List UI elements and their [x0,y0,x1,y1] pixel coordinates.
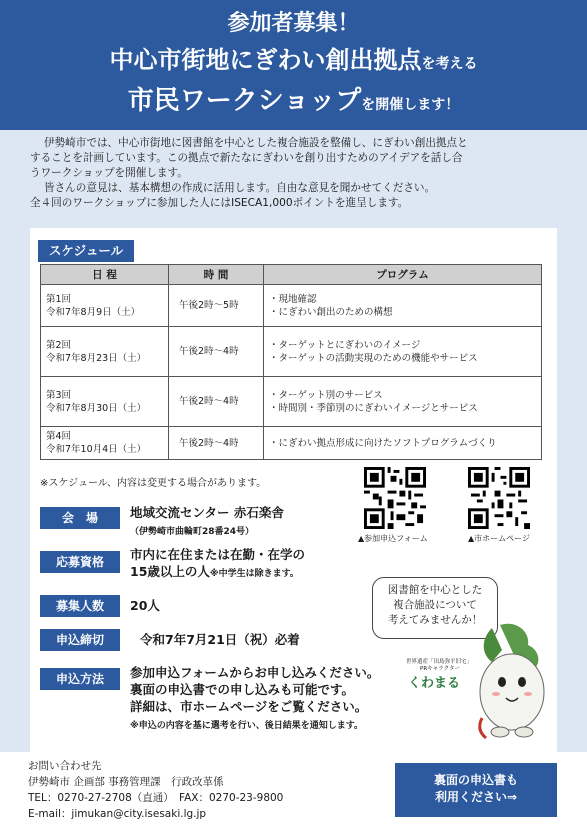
mascot-kuwamaru-icon [470,620,550,745]
intro-text [30,136,565,211]
form-qr-code[interactable] [364,467,426,529]
contact-title: お問い合わせ先 [28,760,102,772]
headline-theme-main: 中心市街地にぎわい創出拠点 [109,46,422,74]
session-program: ・ターゲットとにぎわいのイメージ ・ターゲットの活動実現のための機能やサービス [264,327,542,377]
intro-line: 皆さんの意見は、基本構想の作成に活用します。自由な意見を聞かせてください。 [44,182,436,194]
headline-workshop-suffix: を開催します！ [361,97,460,113]
table-row [41,377,542,427]
schedule-table [40,264,542,460]
session-program: ・ターゲット別のサービス ・時間別・季節別のにぎわいイメージとサービス [264,377,542,427]
header-program: プログラム [264,265,542,285]
eligibility-label: 応募資格 [40,551,120,573]
table-row [41,285,542,327]
form-qr-caption: ▲参加申込フォーム [358,534,428,543]
capacity-value: 20人 [130,598,160,613]
schedule-header-row [41,265,542,285]
session-program: ・現地確認 ・にぎわい創出のための構想 [264,285,542,327]
table-row [41,327,542,377]
table-row [41,427,542,460]
mascot-caption: 世界遺産「田島弥平旧宅」 PRキャラクター [406,659,473,672]
qr-icon [468,467,530,529]
deadline-value: 令和7年7月21日（祝）必着 [140,632,300,647]
homepage-qr-caption: ▲市ホームページ [468,534,530,543]
homepage-qr-code[interactable] [468,467,530,529]
headline-workshop [0,80,587,117]
session-time: 午後2時～4時 [169,377,264,427]
headline-theme-suffix: を考える [421,56,478,72]
mascot-name: くわまる [408,676,461,691]
headline-recruit: 参加者募集！ [227,11,360,36]
session-date: 第4回 令和7年10月4日（土） [41,427,169,460]
session-time: 午後2時～4時 [169,427,264,460]
method-value: 参加申込フォームからお申し込みください。 裏面の申込書での申し込みも可能です。 詳細は、市ホームページをご覧ください。 ※申込の内容を基に選考を行い、後日結果を通知します。 [130,665,380,731]
headline-theme [0,40,587,75]
contact-dept: 伊勢崎市 企画部 事務管理課 行政改革係 [28,776,224,788]
session-time: 午後2時～5時 [169,285,264,327]
session-date: 第3回 令和7年8月30日（土） [41,377,169,427]
session-program: ・にぎわい拠点形成に向けたソフトプログラムづくり [264,427,542,460]
venue-label: 会 場 [40,507,120,529]
schedule-heading: スケジュール [38,240,134,262]
qr-icon [364,467,426,529]
intro-line: することを計画しています。この拠点で新たなにぎわいを創り出すためのアイデアを話し合 [30,152,463,164]
headline-workshop-main: 市民ワークショップ [127,86,362,116]
header-time: 時 間 [169,265,264,285]
venue-value: 地域交流センター 赤石楽舎 （伊勢崎市曲輪町28番24号） [130,505,284,537]
session-date: 第2回 令和7年8月23日（土） [41,327,169,377]
header-banner [0,0,587,130]
schedule-note: ※スケジュール、内容は変更する場合があります。 [40,478,267,489]
session-time: 午後2時～4時 [169,327,264,377]
contact-email: E-mail：jimukan@city.isesaki.lg.jp [28,808,207,820]
session-date: 第1回 令和7年8月9日（土） [41,285,169,327]
intro-line: 全４回のワークショップに参加した人にはISECA1,000ポイントを進呈します。 [30,197,409,209]
header-date: 日 程 [41,265,169,285]
eligibility-value: 市内に在住または在勤・在学の 15歳以上の人※中学生は除きます。 [130,547,306,579]
speech-bubble: 図書館を中心とした 複合施設について 考えてみませんか！ [372,577,498,639]
back-side-form-notice: 裏面の申込書も 利用ください⇒ [395,763,557,817]
intro-line: うワークショップを開催します。 [30,167,188,179]
intro-line: 伊勢崎市では、中心市街地に図書館を中心とした複合施設を整備し、にぎわい創出拠点と [44,137,468,149]
deadline-label: 申込締切 [40,629,120,651]
contact-phone: TEL：0270-27-2708（直通） FAX：0270-23-9800 [28,792,284,804]
method-label: 申込方法 [40,668,120,690]
capacity-label: 募集人数 [40,595,120,617]
contact-info [28,758,283,822]
